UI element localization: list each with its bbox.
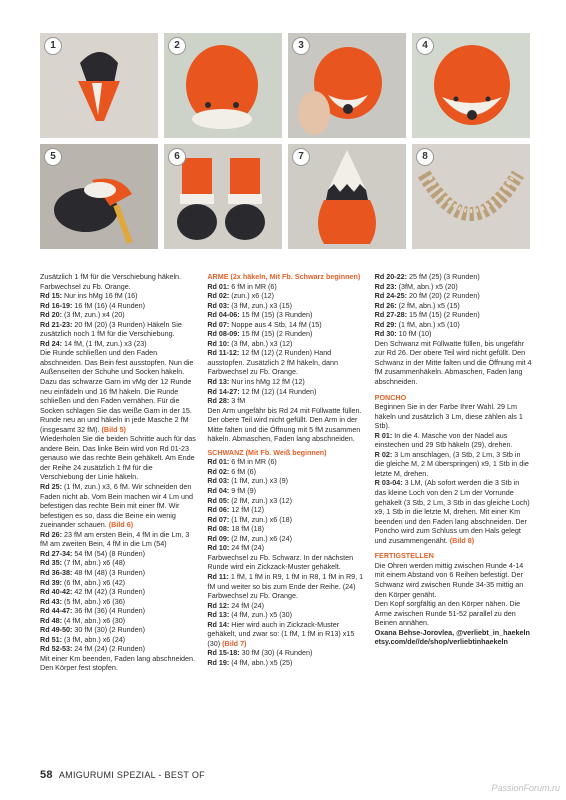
photo-grid (40, 33, 532, 255)
schwanz-rows-continued (375, 272, 532, 387)
row-label: Rd 27-34: (40, 548, 73, 558)
page-footer (40, 769, 205, 781)
instruction-line (207, 457, 364, 467)
row-text: 20 fM (20) (2 Runden) (407, 291, 480, 301)
instruction-line (40, 310, 197, 320)
instruction-line (207, 515, 364, 525)
row-text: 12 fM (12) (14 Runden) (239, 386, 317, 396)
row-label: Rd 36-38: (40, 567, 73, 577)
row-label: Rd 19: (207, 657, 230, 667)
instruction-line (207, 496, 364, 506)
row-label: Rd 15-18: (207, 648, 240, 658)
row-text: 24 fM (24) (229, 543, 265, 553)
instruction-line (40, 568, 197, 578)
row-text: 24 fM (24) (229, 600, 265, 610)
photo-step-5: 5 (40, 144, 158, 249)
row-label: Rd 07: (207, 319, 230, 329)
instruction-line (207, 377, 364, 387)
row-label: Rd 28: (207, 396, 230, 406)
row-label: Rd 26: (40, 529, 62, 539)
instruction-line (207, 310, 364, 320)
instruction-line (40, 635, 197, 645)
row-label: Rd 03: (207, 300, 230, 310)
instruction-line (207, 301, 364, 311)
row-label: Rd 49-50: (40, 625, 73, 635)
row-label: Rd 15: (40, 291, 62, 301)
instruction-line (40, 482, 197, 530)
instruction-line (375, 402, 532, 431)
instruction-line (207, 610, 364, 620)
photo-step-2: 2 (164, 33, 282, 138)
row-label: Rd 01: (207, 457, 230, 467)
etsy-link[interactable]: etsy.com/de//de/shop/verliebtinhaekeln (374, 637, 508, 647)
instruction-line (207, 486, 364, 496)
row-label: Rd 48: (40, 615, 62, 625)
row-label: Rd 02: (207, 466, 230, 476)
row-text: In die 4. Masche von der Nadel aus einstechen und 29 Stb häkeln (29), drehen. (374, 430, 513, 450)
instructions-columns (40, 272, 532, 673)
photo-step-3: 3 (288, 33, 406, 138)
instruction-line (40, 597, 197, 607)
row-text: 12 fM (12) (2 Runden) Hand ausstopfen. Zusätzlich 2 fM häkeln, dann Farbwechsel zu Fb. Orange. (207, 348, 338, 377)
row-label: R 02: (374, 449, 393, 459)
instruction-line (207, 348, 364, 377)
row-text: (2 fM, zun.) x3 (12) (229, 495, 293, 505)
instruction-line (40, 625, 197, 635)
photo-step-7: 7 (288, 144, 406, 249)
row-text: (3 fM, zun.) x3 (15) (229, 300, 293, 310)
row-text: 15 fM (15) (2 Runden) (239, 329, 313, 339)
section-heading-fertigstellen: FERTIGSTELLEN (374, 551, 434, 561)
row-text: 25 fM (25) (3 Runden) (407, 272, 480, 281)
row-label: Rd 44-47: (40, 606, 73, 616)
image-reference: (Bild 6) (108, 520, 134, 530)
row-label: Rd 43: (40, 596, 62, 606)
instruction-line (207, 406, 364, 444)
instruction-line (40, 339, 197, 349)
row-label: Rd 20: (40, 310, 62, 320)
photo-step-8: 8 (412, 144, 530, 249)
row-label: Rd 10: (207, 543, 230, 553)
row-text: (3fM, abn.) x5 (20) (396, 281, 458, 291)
row-text: Den Arm ungefähr bis Rd 24 mit Füllwatte füllen. Der obere Teil wird nicht gefüllt. Den Arm in der Mitte falten und die Öffnung mit 5 fM zusammen häkeln. Abmaschen, Faden lang abschneiden. (207, 405, 362, 444)
row-text: (3 fM, abn.) x3 (12) (229, 338, 293, 348)
instruction-line (207, 467, 364, 477)
row-text: 42 fM (42) (3 Runden) (72, 587, 146, 597)
row-label: Rd 25: (40, 482, 62, 492)
instruction-line (207, 320, 364, 330)
instruction-line (207, 396, 364, 406)
instruction-line (375, 431, 532, 450)
row-text: (6 fM, abn.) x6 (42) (61, 577, 126, 587)
row-label: Rd 16-19: (40, 300, 73, 310)
instruction-line (375, 339, 532, 387)
instruction-line (207, 339, 364, 349)
instruction-line (40, 654, 197, 673)
row-label: Rd 35: (40, 558, 62, 568)
row-text: 6 fM (6) (229, 466, 257, 476)
photo-step-1: 1 (40, 33, 158, 138)
instruction-line (40, 549, 197, 559)
instruction-line (207, 648, 364, 658)
instruction-line (207, 620, 364, 649)
row-text: Wiederholen Sie die beiden Schritte auch für das andere Bein. Das linke Bein wird von Rd 01-23 genauso wie das rechte Bein gehäkelt. Am Ende der Reihe 24 zusätzlich 1 fM für die Verschiebung der Linie häkeln. (40, 434, 196, 482)
instruction-line (40, 434, 197, 482)
row-text: 23 fM am ersten Bein, 4 fM in die Lm, 3 fM am zweiten Bein, 4 fM in die Lm (54) (40, 529, 190, 549)
column-3 (375, 272, 532, 673)
row-text: 15 fM (15) (2 Runden) (407, 310, 480, 320)
section-heading-schwanz: SCHWANZ (Mit Fb. Weiß beginnen) (207, 447, 327, 457)
watermark: PassionForum.ru (491, 783, 560, 793)
row-label: Rd 40-42: (40, 587, 73, 597)
row-text: 6 fM in MR (6) (229, 281, 277, 291)
instruction-line (207, 543, 364, 553)
row-label: Rd 52-53: (40, 644, 73, 654)
instruction-line (40, 578, 197, 588)
row-text: (2 fM, abn.) x5 (15) (396, 300, 460, 310)
row-text: 48 fM (48) (3 Runden) (72, 567, 146, 577)
instruction-line (40, 616, 197, 626)
row-text: Zusätzlich 1 fM für die Verschiebung häkeln. Farbwechsel zu Fb. Orange. (40, 272, 182, 291)
section-heading-arme: ARME (2x häkeln, Mit Fb. Schwarz beginnen) (207, 272, 361, 281)
row-text: Hier wird auch in Zickzack-Muster gehäkelt, und zwar so: (1 fM, 1 fM in R13) x15 (30) (207, 619, 355, 648)
row-text: 24 fM (24) (2 Runden) (72, 644, 146, 654)
row-label: Rd 24-25: (374, 291, 408, 301)
row-label: Rd 14: (207, 619, 230, 629)
row-label: Rd 09: (207, 533, 230, 543)
row-text: Beginnen Sie in der Farbe Ihrer Wahl. 29 Lm häkeln und zusätzlich 3 Lm, diese zählen als 1 Stb). (374, 402, 523, 431)
row-text: (zun.) x6 (12) (229, 291, 275, 301)
instruction-line (207, 505, 364, 515)
row-text: (3 fM, abn.) x6 (24) (61, 634, 126, 644)
schwanz-rows (207, 457, 364, 667)
row-label: Rd 05: (207, 495, 230, 505)
instruction-line (207, 572, 364, 601)
row-text: (1 fM, zun.) x3, 6 fM. Wir schneiden den Faden nicht ab. Vom Bein machen wir 4 Lm und befestigen das rechte Bein mit einer fM. Wir befestigen es so, dass die Beine ein wenig zueinander schauen. (40, 482, 194, 530)
column-1 (40, 272, 197, 673)
instruction-line (207, 534, 364, 544)
poncho-rows (375, 402, 532, 545)
row-text: Nur ins hMg 16 fM (16) (61, 291, 138, 301)
row-label: Rd 07: (207, 514, 230, 524)
instruction-line (207, 524, 364, 534)
instruction-line (207, 658, 364, 668)
row-text: 36 fM (36) (4 Runden) (72, 606, 146, 616)
row-text: 15 fM (15) (3 Runden) (239, 310, 313, 320)
row-text: 16 fM (16) (4 Runden) (72, 300, 146, 310)
image-reference: (Bild 5) (101, 424, 126, 434)
row-text: 54 fM (54) (8 Runden) (72, 548, 146, 558)
instruction-line (375, 450, 532, 479)
row-label: Rd 30: (374, 329, 397, 339)
instruction-line (207, 476, 364, 486)
row-label: Rd 02: (207, 291, 230, 301)
section-heading-poncho: PONCHO (374, 392, 407, 402)
row-text: 3 Lm anschlagen, (3 Stb, 2 Lm, 3 Stb in die gleiche M, 2 M überspringen) x9, 1 Stb in die letzte M, drehen. (374, 449, 529, 478)
instruction-line (207, 291, 364, 301)
row-label: Rd 01: (207, 281, 230, 291)
row-label: Rd 26: (374, 300, 397, 310)
row-label: Rd 27-28: (374, 310, 408, 320)
instruction-line (375, 282, 532, 292)
row-text: 10 fM (10) (396, 329, 432, 339)
column-2 (207, 272, 364, 673)
row-label: Rd 04: (207, 486, 230, 496)
row-label: Rd 11: (207, 571, 229, 581)
row-text: Farbwechsel zu Fb. Schwarz. In der nächsten Runde wird ein Zickzack-Muster gehäkelt. (207, 552, 354, 572)
row-text: (1 fM, abn.) x5 (10) (396, 319, 460, 329)
page-number: 58 (40, 769, 53, 781)
finishing-paragraph-2: Den Kopf sorgfältig an den Körper nähen. Die Arme zwischen Runde 51-52 parallel zu den Beinen annähen. (374, 599, 521, 628)
instruction-line (40, 587, 197, 597)
row-text: Nur ins hMg 12 fM (12) (229, 377, 305, 387)
row-text: 3 LM, (Ab sofort werden die 3 Stb in das kleine Loch von den 2 Lm der Vorrunde gehäkelt (3 Stb, 2 Lm, 3 Stb in das gleiche Loch) x9, 1 Stb in die letzte M, drehen. Mit einer Km beenden und den Faden lang abschneiden. Der Poncho wird zum Schluss um den Hals gelegt und zusammengenäht. (374, 478, 530, 545)
magazine-title: AMIGURUMI SPEZIAL - BEST OF (58, 770, 205, 780)
instruction-line (40, 530, 197, 549)
instruction-line (207, 282, 364, 292)
instruction-line (207, 329, 364, 339)
instruction-line (375, 301, 532, 311)
row-label: R 03-04: (374, 478, 403, 488)
row-label: Rd 11-12: (207, 348, 240, 358)
instruction-line (207, 553, 364, 572)
row-text: 30 fM (30) (2 Runden) (72, 625, 146, 635)
instruction-line (375, 320, 532, 330)
instruction-line (40, 644, 197, 654)
row-label: Rd 14-27: (207, 386, 240, 396)
row-text: 30 fM (30) (4 Runden) (239, 648, 313, 658)
row-text: Mit einer Km beenden, Faden lang abschneiden. Den Körper fest stopfen. (40, 653, 196, 673)
row-text: (3 fM, zun.) x4 (20) (61, 310, 125, 320)
row-label: Rd 24: (40, 338, 62, 348)
row-text: 1 fM, 1 fM in R9, 1 fM in R8, 1 fM in R9, 1 fM und weiter so bis zum Ende der Reihe. (24) Farbwechsel zu Fb. Orange. (207, 571, 364, 601)
row-text: 6 fM in MR (6) (229, 457, 277, 467)
instruction-line (375, 272, 532, 282)
row-label: Rd 04-06: (207, 310, 240, 320)
finishing-paragraph-1: Die Ohren werden mittig zwischen Runde 4-14 mit einem Abstand von 6 Reihen befestigt. Der Schwanz wird zwischen Runde 34-35 mittig an den Körper genäht. (374, 560, 524, 599)
photo-step-6: 6 (164, 144, 282, 249)
row-label: Rd 08-09: (207, 329, 240, 339)
row-text: Den Schwanz mit Füllwatte füllen, bis ungefähr zur Rd 26. Der obere Teil wird nicht gefüllt. Den Schwanz in der Mitte falten und die Öffnung mit 4 fM zusammenhäkeln. Abmaschen, Faden lang abschneiden. (374, 338, 532, 387)
row-label: Rd 12: (207, 600, 230, 610)
instruction-line (207, 387, 364, 397)
instruction-line (40, 301, 197, 311)
row-label: Rd 51: (40, 634, 62, 644)
instruction-line (40, 348, 197, 434)
instruction-line (207, 601, 364, 611)
row-label: Rd 06: (207, 505, 230, 515)
image-reference: (Bild 7) (222, 638, 247, 648)
row-text: (1 fM, zun.) x6 (18) (229, 514, 293, 524)
instruction-line (375, 291, 532, 301)
row-text: 3 fM (229, 396, 246, 406)
row-text: (5 fM, abn.) x6 (36) (61, 596, 126, 606)
row-text: (4 fM, zun.) x5 (30) (229, 610, 293, 620)
photo-step-4: 4 (412, 33, 530, 138)
row-label: Rd 03: (207, 476, 230, 486)
row-text: 9 fM (9) (229, 486, 257, 496)
row-label: R 01: (374, 430, 393, 440)
author-signature: Oxana Behse-Jorovlea, @verliebt_in_haekeln (374, 627, 530, 637)
row-label: Rd 39: (40, 577, 62, 587)
row-label: Rd 29: (374, 319, 397, 329)
row-text: (2 fM, zun.) x6 (24) (229, 533, 293, 543)
row-label: Rd 20-22: (374, 272, 408, 281)
row-text: (4 fM, abn.) x5 (25) (229, 657, 293, 667)
row-label: Rd 21-23: (40, 319, 73, 329)
row-text: Die Runde schließen und den Faden abschneiden. Das Bein fest ausstopfen. Nun die Außenseiten der Schuhe und Socken häkeln. Dazu das schwarze Garn im vMg der 12 Runde neu einfädeln und 16 fM häkeln. Die Runde schließen und den Faden vernähen. Für die Socken schlagen Sie das weiße Garn in der 15. Runde neu an und häkeln in jede Masche 2 fM (insgesamt 32 fM). (40, 348, 194, 434)
instruction-line (40, 606, 197, 616)
row-label: Rd 13: (207, 610, 230, 620)
row-label: Rd 23: (374, 281, 397, 291)
row-text: (4 fM, abn.) x6 (30) (61, 615, 126, 625)
instruction-line (40, 272, 197, 291)
instruction-line (40, 558, 197, 568)
row-text: 18 fM (18) (229, 524, 265, 534)
instruction-line (40, 320, 197, 339)
row-text: (7 fM, abn.) x6 (48) (61, 558, 126, 568)
row-text: (1 fM, zun.) x3 (9) (229, 476, 289, 486)
image-reference: (Bild 8) (449, 535, 475, 545)
row-text: 14 fM, (1 fM, zun.) x3 (23) (61, 338, 147, 348)
instruction-line (375, 329, 532, 339)
row-text: Noppe aus 4 Stb, 14 fM (15) (229, 319, 322, 329)
instruction-line (375, 478, 532, 545)
row-label: Rd 08: (207, 524, 230, 534)
instruction-line (40, 291, 197, 301)
row-label: Rd 13: (207, 377, 230, 387)
instruction-line (375, 310, 532, 320)
arme-rows (207, 282, 364, 444)
row-label: Rd 10: (207, 338, 230, 348)
row-text: 12 fM (12) (229, 505, 265, 515)
row-text: 20 fM (20) (3 Runden) Häkeln Sie zusätzlich noch 1 fM für die Verschiebung. (40, 319, 182, 339)
